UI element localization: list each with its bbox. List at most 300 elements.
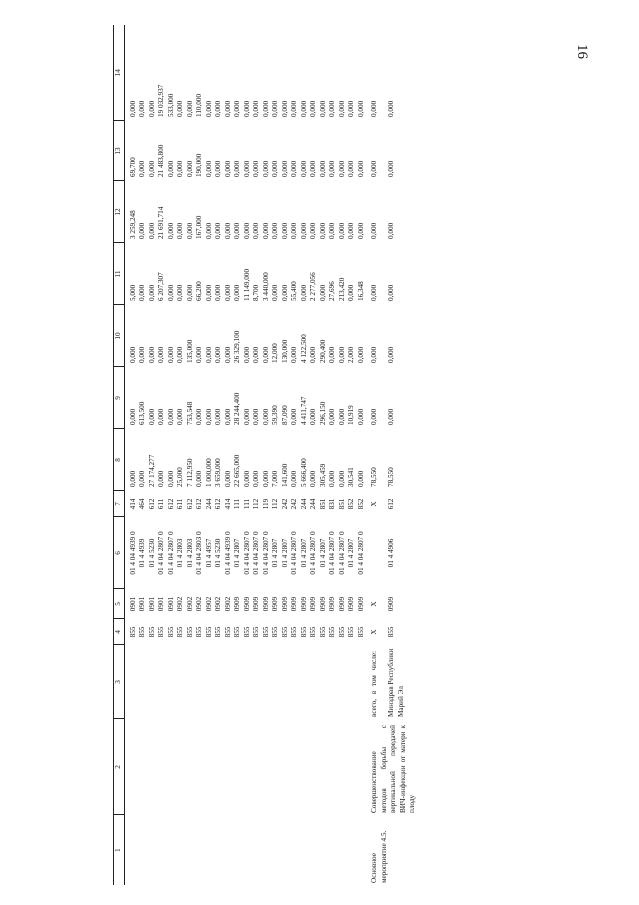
cell-c6: 01 4 04 2807 0: [309, 531, 317, 575]
budget-table: [113, 25, 418, 885]
cell-empty: [138, 645, 148, 719]
cell-c7: 612: [387, 498, 396, 510]
cell-c14: 0,000: [290, 100, 298, 117]
cell-c9: 87,090: [280, 405, 289, 425]
cell-c9: 0,000: [290, 408, 298, 425]
cell-c12: 0,000: [280, 222, 289, 239]
table-row: [167, 25, 177, 885]
cell-empty: [271, 645, 281, 719]
cell-c4: 855: [299, 626, 308, 638]
cell-c5: 0909: [347, 596, 355, 612]
cell-c6: 01 4 2807: [299, 538, 308, 568]
cell-c13: 0,000: [337, 160, 346, 177]
cell-c4: 855: [356, 626, 365, 638]
cell-c6: [366, 517, 387, 589]
cell-c10: 0,000: [128, 346, 137, 363]
cell-c8: 7,000: [271, 470, 279, 487]
column-header: 8: [114, 429, 125, 491]
cell-c4: 855: [261, 626, 270, 638]
table-row: [290, 25, 300, 885]
cell-c5: 0902: [214, 596, 222, 612]
cell-c4: 855: [280, 626, 289, 638]
table-row: [347, 25, 357, 885]
cell-empty: [186, 719, 196, 815]
cell-empty: [233, 719, 243, 815]
cell-c11: 0,000: [138, 284, 146, 301]
cell-empty: [347, 815, 357, 885]
cell-c10: 0,000: [214, 346, 222, 363]
column-header: 11: [114, 243, 125, 305]
cell-c4: 855: [138, 626, 146, 638]
cell-c6: 01 4 2807: [271, 538, 279, 568]
cell-c5: 0901: [147, 596, 156, 612]
cell-c9: 0,000: [309, 408, 317, 425]
cell-c6: 01 4 04 2807 0: [252, 531, 260, 575]
cell-c7: 612: [185, 498, 194, 510]
cell-empty: [290, 719, 300, 815]
cell-c8: 0,000: [195, 470, 203, 487]
cell-c8: 27 174,277: [147, 454, 156, 487]
cell-c10: 290,400: [318, 339, 327, 363]
cell-empty: [271, 719, 281, 815]
cell-empty: [224, 645, 234, 719]
cell-c10: 0,000: [157, 346, 165, 363]
cell-c4: 855: [318, 626, 327, 638]
cell-c5: 0902: [185, 596, 194, 612]
cell-c7: 852: [347, 498, 355, 510]
cell-empty: [290, 645, 300, 719]
cell-c7: 111: [242, 498, 251, 510]
cell-c10: 4 122,500: [299, 334, 308, 363]
cell-c4: 855: [157, 626, 165, 638]
table-row: [252, 25, 262, 885]
cell-empty: [176, 645, 186, 719]
cell-empty: [129, 645, 139, 719]
cell-c11: 0,000: [370, 284, 378, 301]
column-header: 6: [114, 517, 125, 589]
column-number-row: [114, 25, 125, 885]
cell-empty: [148, 719, 158, 815]
cell-c8: 141,600: [280, 463, 289, 487]
column-header: 2: [114, 719, 125, 815]
cell-c5: 0909: [337, 596, 346, 612]
cell-c14: 0,000: [280, 100, 289, 117]
column-header: 5: [114, 589, 125, 619]
cell-c10: 130,000: [280, 339, 289, 363]
cell-c5: 0909: [242, 596, 251, 612]
column-header: 12: [114, 181, 125, 243]
column-header: 13: [114, 121, 125, 181]
cell-c5: 0909: [356, 596, 365, 612]
cell-c8: 78,550: [387, 467, 396, 487]
table-row: [224, 25, 234, 885]
cell-c6: 01 4 2803: [185, 538, 194, 568]
table-row: [205, 25, 215, 885]
cell-c8: 3 659,000: [214, 458, 222, 487]
cell-empty: [252, 719, 262, 815]
cell-c12: 0,000: [147, 222, 156, 239]
cell-c8: 25,000: [176, 467, 184, 487]
cell-c12: 3 259,248: [128, 210, 137, 239]
cell-c14: 19 032,937: [157, 84, 165, 117]
cell-c12: 0,000: [185, 222, 194, 239]
rotated-table-wrapper: [113, 25, 583, 885]
cell-empty: [281, 719, 291, 815]
cell-c12: 0,000: [252, 222, 260, 239]
cell-c10: 0,000: [242, 346, 251, 363]
cell-c10: 0,000: [387, 346, 396, 363]
cell-c14: 0,000: [318, 100, 327, 117]
cell-c7: 112: [271, 498, 279, 510]
cell-c14: 0,000: [176, 100, 184, 117]
cell-c8: 0,000: [157, 470, 165, 487]
cell-empty: [148, 645, 158, 719]
cell-c8: 0,000: [337, 470, 346, 487]
cell-c7: 244: [204, 498, 213, 510]
cell-c9: 0,000: [387, 408, 396, 425]
cell-c5: 0901: [157, 596, 165, 612]
cell-c9: 0,000: [214, 408, 222, 425]
cell-c9: 0,000: [195, 408, 203, 425]
cell-c7: 244: [299, 498, 308, 510]
cell-c9: 296,150: [318, 401, 327, 425]
cell-c7: 244: [309, 498, 317, 510]
table-row: [186, 25, 196, 885]
cell-c14: 0,000: [233, 100, 241, 117]
cell-c6: 01 4 04 2807 0: [242, 531, 251, 575]
cell-c5: 0902: [195, 596, 203, 612]
column-header: 1: [114, 815, 125, 885]
cell-empty: [357, 815, 367, 885]
cell-c4: 855: [309, 626, 317, 638]
cell-c12: 0,000: [309, 222, 317, 239]
cell-c8: 5 666,400: [299, 458, 308, 487]
cell-c14: 110,000: [195, 93, 203, 117]
cell-c13: 69,700: [128, 157, 137, 177]
cell-empty: [138, 815, 148, 885]
cell-c9: 0,000: [242, 408, 251, 425]
cell-empty: [129, 815, 139, 885]
cell-c5: 0909: [309, 596, 317, 612]
cell-c10: 0,000: [261, 346, 270, 363]
cell-c9: 4 411,747: [299, 396, 308, 425]
cell-empty: [138, 719, 148, 815]
cell-empty: [224, 719, 234, 815]
cell-c14: 0,000: [356, 100, 365, 117]
table-row: [129, 25, 139, 885]
cell-c9: 0,000: [147, 408, 156, 425]
cell-c13: 0,000: [387, 160, 396, 177]
cell-c5: 0909: [271, 596, 279, 612]
cell-c9: 0,000: [204, 408, 213, 425]
cell-c11: 2 277,056: [309, 272, 317, 301]
cell-c13: 190,000: [195, 153, 203, 177]
cell-c5: 0901: [138, 596, 146, 612]
cell-c4: 855: [328, 626, 336, 638]
cell-c10: 26 329,100: [233, 330, 241, 363]
column-header: 9: [114, 367, 125, 429]
cell-c13: 0,000: [214, 160, 222, 177]
cell-c11: 0,000: [280, 284, 289, 301]
cell-empty: [328, 645, 338, 719]
cell-empty: [300, 719, 310, 815]
cell-c10: 0,000: [370, 346, 378, 363]
table-row: [243, 25, 253, 885]
cell-empty: [281, 645, 291, 719]
cell-c12: 0,000: [299, 222, 308, 239]
cell-c10: 0,000: [223, 346, 232, 363]
cell-c6: 01 4 04 4939 0: [223, 531, 232, 575]
cell-c6: 01 4 04 2807 0: [157, 531, 165, 575]
cell-c11: 0,000: [271, 284, 279, 301]
cell-c8: 1 000,000: [204, 458, 213, 487]
cell-c14: 0,000: [242, 100, 251, 117]
cell-empty: [157, 815, 167, 885]
cell-empty: [186, 645, 196, 719]
cell-c6: 01 4 2807: [280, 538, 289, 568]
cell-c14: 0,000: [128, 100, 137, 117]
cell-c12: 0,000: [318, 222, 327, 239]
cell-c7: 612: [166, 498, 175, 510]
cell-c14: 0,000: [252, 100, 260, 117]
cell-c8: 78,550: [370, 467, 378, 487]
cell-c12: 0,000: [204, 222, 213, 239]
cell-c10: 0,000: [138, 346, 146, 363]
cell-empty: [319, 645, 329, 719]
cell-c4: 855: [185, 626, 194, 638]
cell-c5: 0902: [176, 596, 184, 612]
table-body: [124, 25, 418, 885]
cell-c4: 855: [347, 626, 355, 638]
cell-c14: 0,000: [223, 100, 232, 117]
column-header: 4: [114, 619, 125, 645]
cell-c7: 612: [195, 498, 203, 510]
cell-c9: 0,000: [337, 408, 346, 425]
cell-empty: [271, 815, 281, 885]
cell-c5: 0901: [166, 596, 175, 612]
cell-c11: 0,000: [214, 284, 222, 301]
cell-c13: 0,000: [347, 160, 355, 177]
cell-c10: 0,000: [252, 346, 260, 363]
cell-c13: 0,000: [233, 160, 241, 177]
cell-empty: [338, 645, 348, 719]
cell-empty: [195, 815, 205, 885]
cell-c8: 7 112,950: [185, 458, 194, 487]
cell-c11: 0,000: [299, 284, 308, 301]
cell-c12: 0,000: [176, 222, 184, 239]
cell-c7: 851: [318, 498, 327, 510]
cell-c11: 3 440,000: [261, 272, 270, 301]
cell-c8: 0,000: [128, 470, 137, 487]
cell-c8: 0,000: [309, 470, 317, 487]
cell-c12: 0,000: [356, 222, 365, 239]
cell-empty: [319, 815, 329, 885]
cell-c12: 0,000: [328, 222, 336, 239]
cell-c6: 01 4 04 4939 0: [128, 531, 137, 575]
cell-empty: [262, 719, 272, 815]
cell-c13: 21 483,800: [157, 144, 165, 177]
cell-c8: 305,459: [318, 463, 327, 487]
cell-c5: 0909: [299, 596, 308, 612]
cell-empty: [281, 815, 291, 885]
cell-c13: 0,000: [166, 160, 175, 177]
cell-c4: 855: [214, 626, 222, 638]
cell-c8: 30,541: [347, 467, 355, 487]
cell-c4: X: [370, 629, 378, 635]
cell-empty: [214, 815, 224, 885]
cell-c12: 0,000: [337, 222, 346, 239]
cell-c6: 01 4 4906: [387, 538, 396, 568]
cell-c10: 0,000: [337, 346, 346, 363]
cell-c8: 0,000: [166, 470, 175, 487]
cell-c10: 0,000: [176, 346, 184, 363]
cell-c4: 855: [204, 626, 213, 638]
cell-c13: 0,000: [147, 160, 156, 177]
cell-c11: 0,000: [223, 284, 232, 301]
cell-c12: 0,000: [166, 222, 175, 239]
cell-c11: 11 149,000: [242, 268, 251, 301]
cell-c6: 01 4 5230: [147, 538, 156, 568]
cell-c9: 0,000: [176, 408, 184, 425]
cell-c9: 0,000: [128, 408, 137, 425]
responsible-executor: Минздрав Республики Марий Эл: [387, 648, 405, 717]
cell-c8: 0,000: [328, 470, 336, 487]
cell-empty: [243, 645, 253, 719]
cell-c13: 0,000: [290, 160, 298, 177]
cell-c6: 01 4 04 2807 0: [337, 531, 346, 575]
cell-c14: 0,000: [337, 100, 346, 117]
cell-c5: 0909: [387, 596, 396, 612]
page-number: 16: [574, 44, 590, 59]
cell-c6: 01 4 2803: [176, 538, 184, 568]
cell-c10: 0,000: [356, 346, 365, 363]
cell-c11: 0,000: [176, 284, 184, 301]
cell-c14: 0,000: [185, 100, 194, 117]
cell-c12: 0,000: [223, 222, 232, 239]
cell-empty: [347, 645, 357, 719]
cell-c13: 0,000: [223, 160, 232, 177]
cell-c13: 0,000: [356, 160, 365, 177]
cell-c10: 0,000: [166, 346, 175, 363]
table-row: [214, 25, 224, 885]
cell-empty: [243, 815, 253, 885]
cell-c13: 0,000: [299, 160, 308, 177]
cell-c5: 0909: [261, 596, 270, 612]
cell-c5: 0909: [318, 596, 327, 612]
column-header: 7: [114, 491, 125, 517]
cell-empty: [357, 645, 367, 719]
cell-c9: 10,919: [347, 405, 355, 425]
cell-c12: 0,000: [347, 222, 355, 239]
cell-c11: 8,700: [252, 284, 260, 301]
table-row: [328, 25, 338, 885]
cell-c6: 01 4 2807: [233, 538, 241, 568]
cell-c4: 855: [242, 626, 251, 638]
cell-empty: [205, 645, 215, 719]
cell-c10: 0,000: [328, 346, 336, 363]
cell-c7: 119: [261, 498, 270, 510]
cell-c13: 0,000: [204, 160, 213, 177]
cell-c9: 0,000: [261, 408, 270, 425]
cell-c5: X: [370, 601, 378, 607]
cell-c4: 855: [387, 626, 396, 638]
cell-empty: [167, 815, 177, 885]
cell-c4: 855: [195, 626, 203, 638]
cell-empty: [262, 645, 272, 719]
cell-c7: 611: [176, 498, 184, 510]
cell-c13: 0,000: [261, 160, 270, 177]
cell-c5: 0909: [328, 596, 336, 612]
cell-c11: 0,000: [347, 284, 355, 301]
cell-c6: 01 4 04 2807 0: [328, 531, 336, 575]
cell-c6: 01 4 2807: [318, 538, 327, 568]
cell-empty: [262, 815, 272, 885]
table-header: [114, 25, 125, 885]
column-header: 14: [114, 25, 125, 121]
cell-empty: [195, 645, 205, 719]
cell-c9: 0,000: [223, 408, 232, 425]
cell-c8: 0,000: [261, 470, 270, 487]
column-header: 10: [114, 305, 125, 367]
cell-c12: 0,000: [242, 222, 251, 239]
table-row: [233, 25, 243, 885]
cell-c14: 0,000: [299, 100, 308, 117]
cell-empty: [214, 719, 224, 815]
cell-empty: [252, 645, 262, 719]
cell-c4: 855: [147, 626, 156, 638]
cell-c7: 612: [214, 498, 222, 510]
cell-c10: 135,000: [185, 339, 194, 363]
cell-c9: 28 244,400: [233, 392, 241, 425]
cell-c12: 0,000: [138, 222, 146, 239]
cell-c13: 0,000: [318, 160, 327, 177]
cell-c10: 0,000: [309, 346, 317, 363]
cell-empty: [157, 719, 167, 815]
cell-c8: 0,000: [242, 470, 251, 487]
table-row: [157, 25, 167, 885]
table-row: [309, 25, 319, 885]
table-row: [148, 25, 158, 885]
cell-c12: 0,000: [233, 222, 241, 239]
cell-c11: 66,200: [195, 281, 203, 301]
cell-empty: [186, 815, 196, 885]
table-row: [300, 25, 310, 885]
cell-c8: 0,000: [223, 470, 232, 487]
table-row: [271, 25, 281, 885]
cell-c11: 16,348: [356, 281, 365, 301]
cell-c11: 0,000: [185, 284, 194, 301]
cell-c11: 5,000: [128, 284, 137, 301]
table-row: [338, 25, 348, 885]
cell-c9: 753,548: [185, 401, 194, 425]
cell-c10: 0,000: [195, 346, 203, 363]
cell-empty: [233, 645, 243, 719]
cell-c14: 533,000: [166, 93, 175, 117]
cell-c14: 0,000: [387, 100, 396, 117]
cell-c11: 6 207,307: [157, 272, 165, 301]
cell-c7: 611: [157, 498, 165, 510]
cell-c9: 0,000: [166, 408, 175, 425]
cell-empty: [157, 645, 167, 719]
cell-c11: 0,000: [387, 284, 396, 301]
cell-c14: 0,000: [261, 100, 270, 117]
cell-c14: 0,000: [271, 100, 279, 117]
cell-c4: 855: [337, 626, 346, 638]
cell-c7: 831: [328, 498, 336, 510]
cell-c4: 855: [128, 626, 137, 638]
cell-c8: 0,000: [356, 470, 365, 487]
cell-empty: [176, 719, 186, 815]
